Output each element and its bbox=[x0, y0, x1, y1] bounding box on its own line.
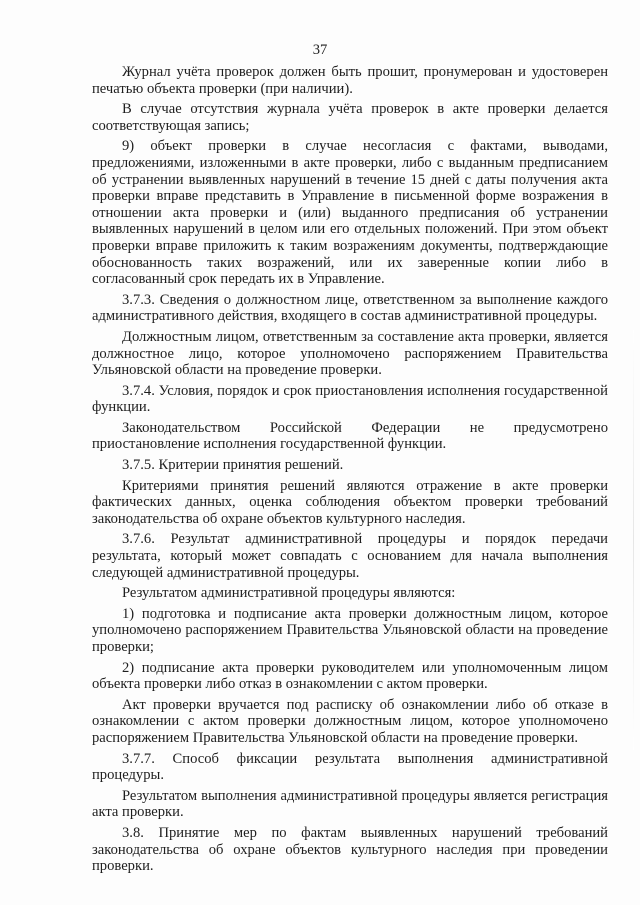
section-3-7-7-heading: 3.7.7. Способ фиксации результата выполнения административной процедуры. bbox=[92, 750, 608, 784]
paragraph-results-intro: Результатом административной процедуры являются: bbox=[122, 585, 456, 602]
paragraph-decision-criteria: Критериями принятия решений являются отражение в акте проверки фактических данных, оценка соблюдения объектом проверки требований законодательства об охране объектов культурного наследия. bbox=[92, 477, 608, 527]
page-number: 37 bbox=[312, 42, 328, 58]
section-3-8-heading: 3.8. Принятие мер по фактам выявленных нарушений требований законодательства об охране объектов культурного наследия при проведении проверки. bbox=[92, 824, 608, 875]
section-3-7-6-heading: 3.7.6. Результат административной процедуры и порядок передачи результата, который может совпадать с основанием для начала выполнения следующей административной процедуры. bbox=[92, 531, 608, 581]
paragraph-journal-missing: В случае отсутствия журнала учёта проверок в акте проверки делается соответствующая запись; bbox=[92, 101, 608, 134]
list-item-1-preparation: 1) подготовка и подписание акта проверки должностным лицом, которое уполномочено распоряжением Правительства Ульяновской области на проведение проверки; bbox=[92, 605, 608, 655]
paragraph-act-delivery: Акт проверки вручается под расписку об ознакомлении либо об отказе в ознакомлении с актом проверки должностным лицом, которое уполномочено распоряжением Правительства Ульяновской области на проведение проверки. bbox=[92, 696, 608, 746]
paragraph-item-9-objections: 9) объект проверки в случае несогласия с фактами, выводами, предложениями, изложенными в акте проверки, либо с выданным предписанием об устранении выявленных нарушений в течение 15 дней с даты получения акта проверки вправе представить в Управление в письменной форме возражения в отношении акта проверки и (или) выданного предписания об устранении выявленных нарушений в целом или его отдельных положений. При этом объект проверки вправе приложить к таким возражениям документы, подтверждающие обоснованность таких возражений, или их заверенные копии либо в согласованный срок передать их в Управление. bbox=[92, 138, 608, 288]
scan-edge-mark bbox=[633, 330, 634, 750]
section-3-7-5-heading: 3.7.5. Критерии принятия решений. bbox=[122, 457, 344, 474]
list-item-2-signing: 2) подписание акта проверки руководителем или уполномоченным лицом объекта проверки либо отказ в ознакомлении с актом проверки. bbox=[92, 659, 608, 693]
section-3-7-4-heading: 3.7.4. Условия, порядок и срок приостановления исполнения государственной функции. bbox=[92, 382, 608, 416]
paragraph-suspension-not-provided: Законодательством Российской Федерации не предусмотрено приостановление исполнения государственной функции. bbox=[92, 419, 608, 453]
paragraph-responsible-official: Должностным лицом, ответственным за составление акта проверки, является должностное лицо, которое уполномочено распоряжением Правительства Ульяновской области на проведение проверки. bbox=[92, 328, 608, 379]
section-3-7-3-heading: 3.7.3. Сведения о должностном лице, ответственном за выполнение каждого административного действия, входящего в состав административной процедуры. bbox=[92, 291, 608, 325]
paragraph-act-registration: Результатом выполнения административной процедуры является регистрация акта проверки. bbox=[92, 787, 608, 821]
document-body bbox=[92, 64, 608, 875]
paragraph-journal-stitched: Журнал учёта проверок должен быть прошит, пронумерован и удостоверен печатью объекта проверки (при наличии). bbox=[92, 64, 608, 97]
